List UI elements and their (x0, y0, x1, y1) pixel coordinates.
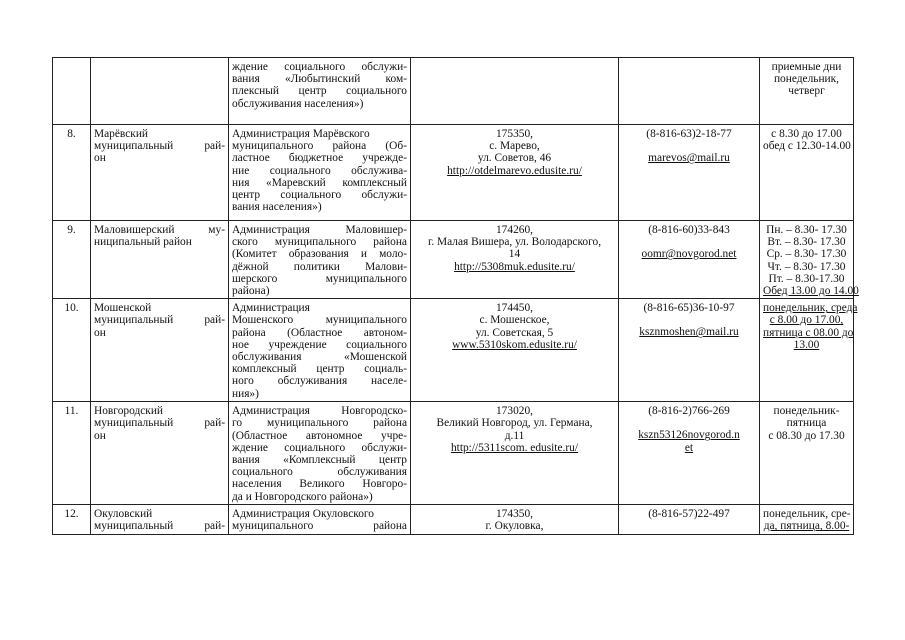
admin-line: ние социального обслужива- (232, 164, 407, 177)
contacts-cell (619, 125, 760, 221)
district-line: ниципальный район (94, 236, 192, 249)
hours-line: понедельник- (773, 405, 840, 418)
admin-line: дёжной политики Малови- (232, 260, 407, 273)
hours-line: Пт. – 8.30-17.30 (768, 272, 845, 285)
address-line: 14 (508, 248, 521, 261)
address-line: 173020, (495, 405, 534, 418)
admin-line: обслуживания «Мошенской (232, 351, 407, 364)
district-line: Новгородский (94, 405, 164, 418)
address-cell (411, 402, 619, 505)
district-cell (91, 125, 229, 221)
administration-cell (229, 505, 411, 535)
address-cell (411, 505, 619, 535)
hours-line: Чт. – 8.30- 17.30 (767, 260, 846, 273)
administration-cell (229, 221, 411, 299)
district-line: Марёвский (94, 128, 149, 140)
administration-cell (229, 58, 411, 125)
email-link-continuation[interactable]: et (684, 441, 694, 454)
address-cell (411, 299, 619, 402)
hours-line: с 8.00 до 17.00, (769, 314, 844, 327)
hours-cell (760, 58, 854, 125)
administration-cell (229, 299, 411, 402)
district-line: он (94, 429, 106, 442)
hours-cell (760, 505, 854, 535)
hours-line: 13.00 (793, 338, 820, 351)
address-cell (411, 58, 619, 125)
row-number: 10. (53, 299, 91, 402)
admin-line: населения Великого Новгоро- (232, 478, 407, 491)
district-line: Мошенской (94, 302, 152, 315)
admin-line: обслуживания населения») (232, 97, 364, 110)
table-row (53, 299, 854, 402)
admin-line: ного обслуживания населе- (232, 375, 407, 388)
hours-line: приемные дни (771, 61, 842, 73)
district-line: муниципальный рай- (94, 417, 225, 430)
hours-line: Ср. – 8.30- 17.30 (766, 248, 847, 261)
admin-line: Администрация Новгородско- (232, 405, 407, 418)
phone-number: (8-816-63)2-18-77 (646, 128, 732, 140)
administration-cell (229, 125, 411, 221)
district-line: муниципальный рай- (94, 140, 225, 153)
admin-line: ния «Маревский комплексный (232, 176, 407, 189)
hours-line: обед с 12.30-14.00 (763, 140, 851, 153)
admin-line: (Комитет образования и моло- (232, 248, 407, 261)
contacts-cell (619, 299, 760, 402)
hours-line: Обед 13.00 до 14.00 (763, 285, 859, 298)
admin-line: муниципального района (Об- (232, 140, 407, 153)
hours-line: с 8.30 до 17.00 (771, 128, 842, 140)
admin-line: Администрация (232, 302, 310, 315)
address-line: с. Марево, (489, 140, 540, 153)
district-line: Маловишерский му- (94, 224, 225, 236)
admin-line: вания населения») (232, 201, 322, 214)
administration-cell (229, 402, 411, 505)
hours-line: с 08.30 до 17.30 (768, 429, 845, 442)
row-number: 11. (53, 402, 91, 505)
admin-line: Мошенского муниципального (232, 314, 407, 327)
admin-line: комплексный центр социаль- (232, 363, 407, 376)
admin-line: района) (232, 285, 270, 298)
admin-line: Администрация Маловишер- (232, 224, 407, 236)
hours-line: понедельник, среда (763, 302, 858, 315)
phone-number: (8-816-2)766-269 (648, 405, 730, 418)
row-number: 8. (53, 125, 91, 221)
admin-line: ное учреждение социального (232, 338, 407, 351)
district-cell (91, 505, 229, 535)
admin-line: вания «Комплексный центр (232, 454, 407, 467)
address-line: с. Мошенское, (479, 314, 550, 327)
phone-number: (8-816-57)22-497 (648, 508, 730, 521)
email-link[interactable]: ksznmoshen@mail.ru (639, 326, 739, 339)
address-line: Великий Новгород, ул. Германа, (436, 417, 593, 430)
row-number: 12. (53, 505, 91, 535)
email-link[interactable]: kszn53126novgorod.n (638, 429, 740, 442)
offices-table (52, 57, 859, 535)
district-cell (91, 299, 229, 402)
website-link[interactable]: http://otdelmarevo.edusite.ru/ (447, 164, 582, 177)
hours-line: понедельник, сре- (763, 508, 851, 521)
hours-cell (760, 402, 854, 505)
address-line: 174450, (495, 302, 534, 315)
admin-line: района (Областное автоном- (232, 326, 407, 339)
admin-line: да и Новгородского района») (232, 490, 373, 503)
phone-number: (8-816-65)36-10-97 (643, 302, 735, 315)
hours-cell (760, 125, 854, 221)
admin-line: центр социального обслужи- (232, 189, 407, 202)
district-line: он (94, 152, 106, 165)
website-link[interactable]: http://5308muk.edusite.ru/ (454, 260, 575, 273)
admin-line: (Областное автономное учре- (232, 429, 407, 442)
hours-line: Вт. – 8.30- 17.30 (767, 236, 846, 249)
admin-line: муниципального района (232, 520, 407, 533)
table-row (53, 402, 854, 505)
address-line: 174260, (495, 224, 534, 236)
admin-line: Администрация Марёвского (232, 128, 370, 140)
contacts-cell (619, 221, 760, 299)
table-row (53, 221, 854, 299)
contacts-cell (619, 505, 760, 535)
email-link[interactable]: oomr@novgorod.net (641, 248, 737, 261)
address-line: ул. Советов, 46 (477, 152, 552, 165)
hours-line: да, пятница, 8.00- (763, 520, 850, 533)
contacts-cell (619, 402, 760, 505)
admin-line: ждение социального обслужи- (232, 61, 407, 73)
admin-line: плексный центр социального (232, 85, 407, 98)
address-line: 175350, (495, 128, 534, 140)
row-number (53, 58, 91, 125)
admin-line: ластное бюджетное учрежде- (232, 152, 407, 165)
address-line: г. Малая Вишера, ул. Володарского, (427, 236, 602, 249)
hours-line: пятница (786, 417, 827, 430)
admin-line: социального обслуживания (232, 466, 407, 479)
district-line: Окуловский (94, 508, 153, 521)
hours-cell (760, 299, 858, 402)
address-line: д.11 (504, 429, 525, 442)
district-line: муниципальный рай- (94, 314, 225, 327)
address-line: г. Окуловка, (485, 520, 544, 533)
row-number: 9. (53, 221, 91, 299)
admin-line: ского муниципального района (232, 236, 407, 249)
admin-line: ния») (232, 387, 259, 400)
district-cell (91, 402, 229, 505)
admin-line: го муниципального района (232, 417, 407, 430)
admin-line: шерского муниципального (232, 272, 407, 285)
district-cell (91, 58, 229, 125)
table-row (53, 58, 854, 125)
admin-line: ждение социального обслужи- (232, 441, 407, 454)
admin-line: Администрация Окуловского (232, 508, 374, 521)
website-link[interactable]: www.5310skom.edusite.ru/ (452, 338, 577, 351)
admin-line: вания «Любытинский ком- (232, 73, 407, 86)
district-line: он (94, 326, 106, 339)
address-cell (411, 125, 619, 221)
district-cell (91, 221, 229, 299)
table-row (53, 125, 854, 221)
table-row (53, 505, 854, 535)
address-cell (411, 221, 619, 299)
address-line: 174350, (495, 508, 534, 521)
hours-line: пятница с 08.00 до (763, 326, 854, 339)
district-line: муниципальный рай- (94, 520, 225, 533)
hours-cell (760, 221, 859, 299)
email-link[interactable]: marevos@mail.ru (648, 152, 730, 165)
address-line: ул. Советская, 5 (475, 326, 554, 339)
hours-line: понедельник, (773, 73, 840, 86)
hours-line: четверг (788, 85, 825, 98)
website-link[interactable]: http://5311scom. edusite.ru/ (450, 441, 579, 454)
hours-line: Пн. – 8.30- 17.30 (766, 224, 847, 236)
phone-number: (8-816-60)33-843 (648, 224, 730, 236)
contacts-cell (619, 58, 760, 125)
